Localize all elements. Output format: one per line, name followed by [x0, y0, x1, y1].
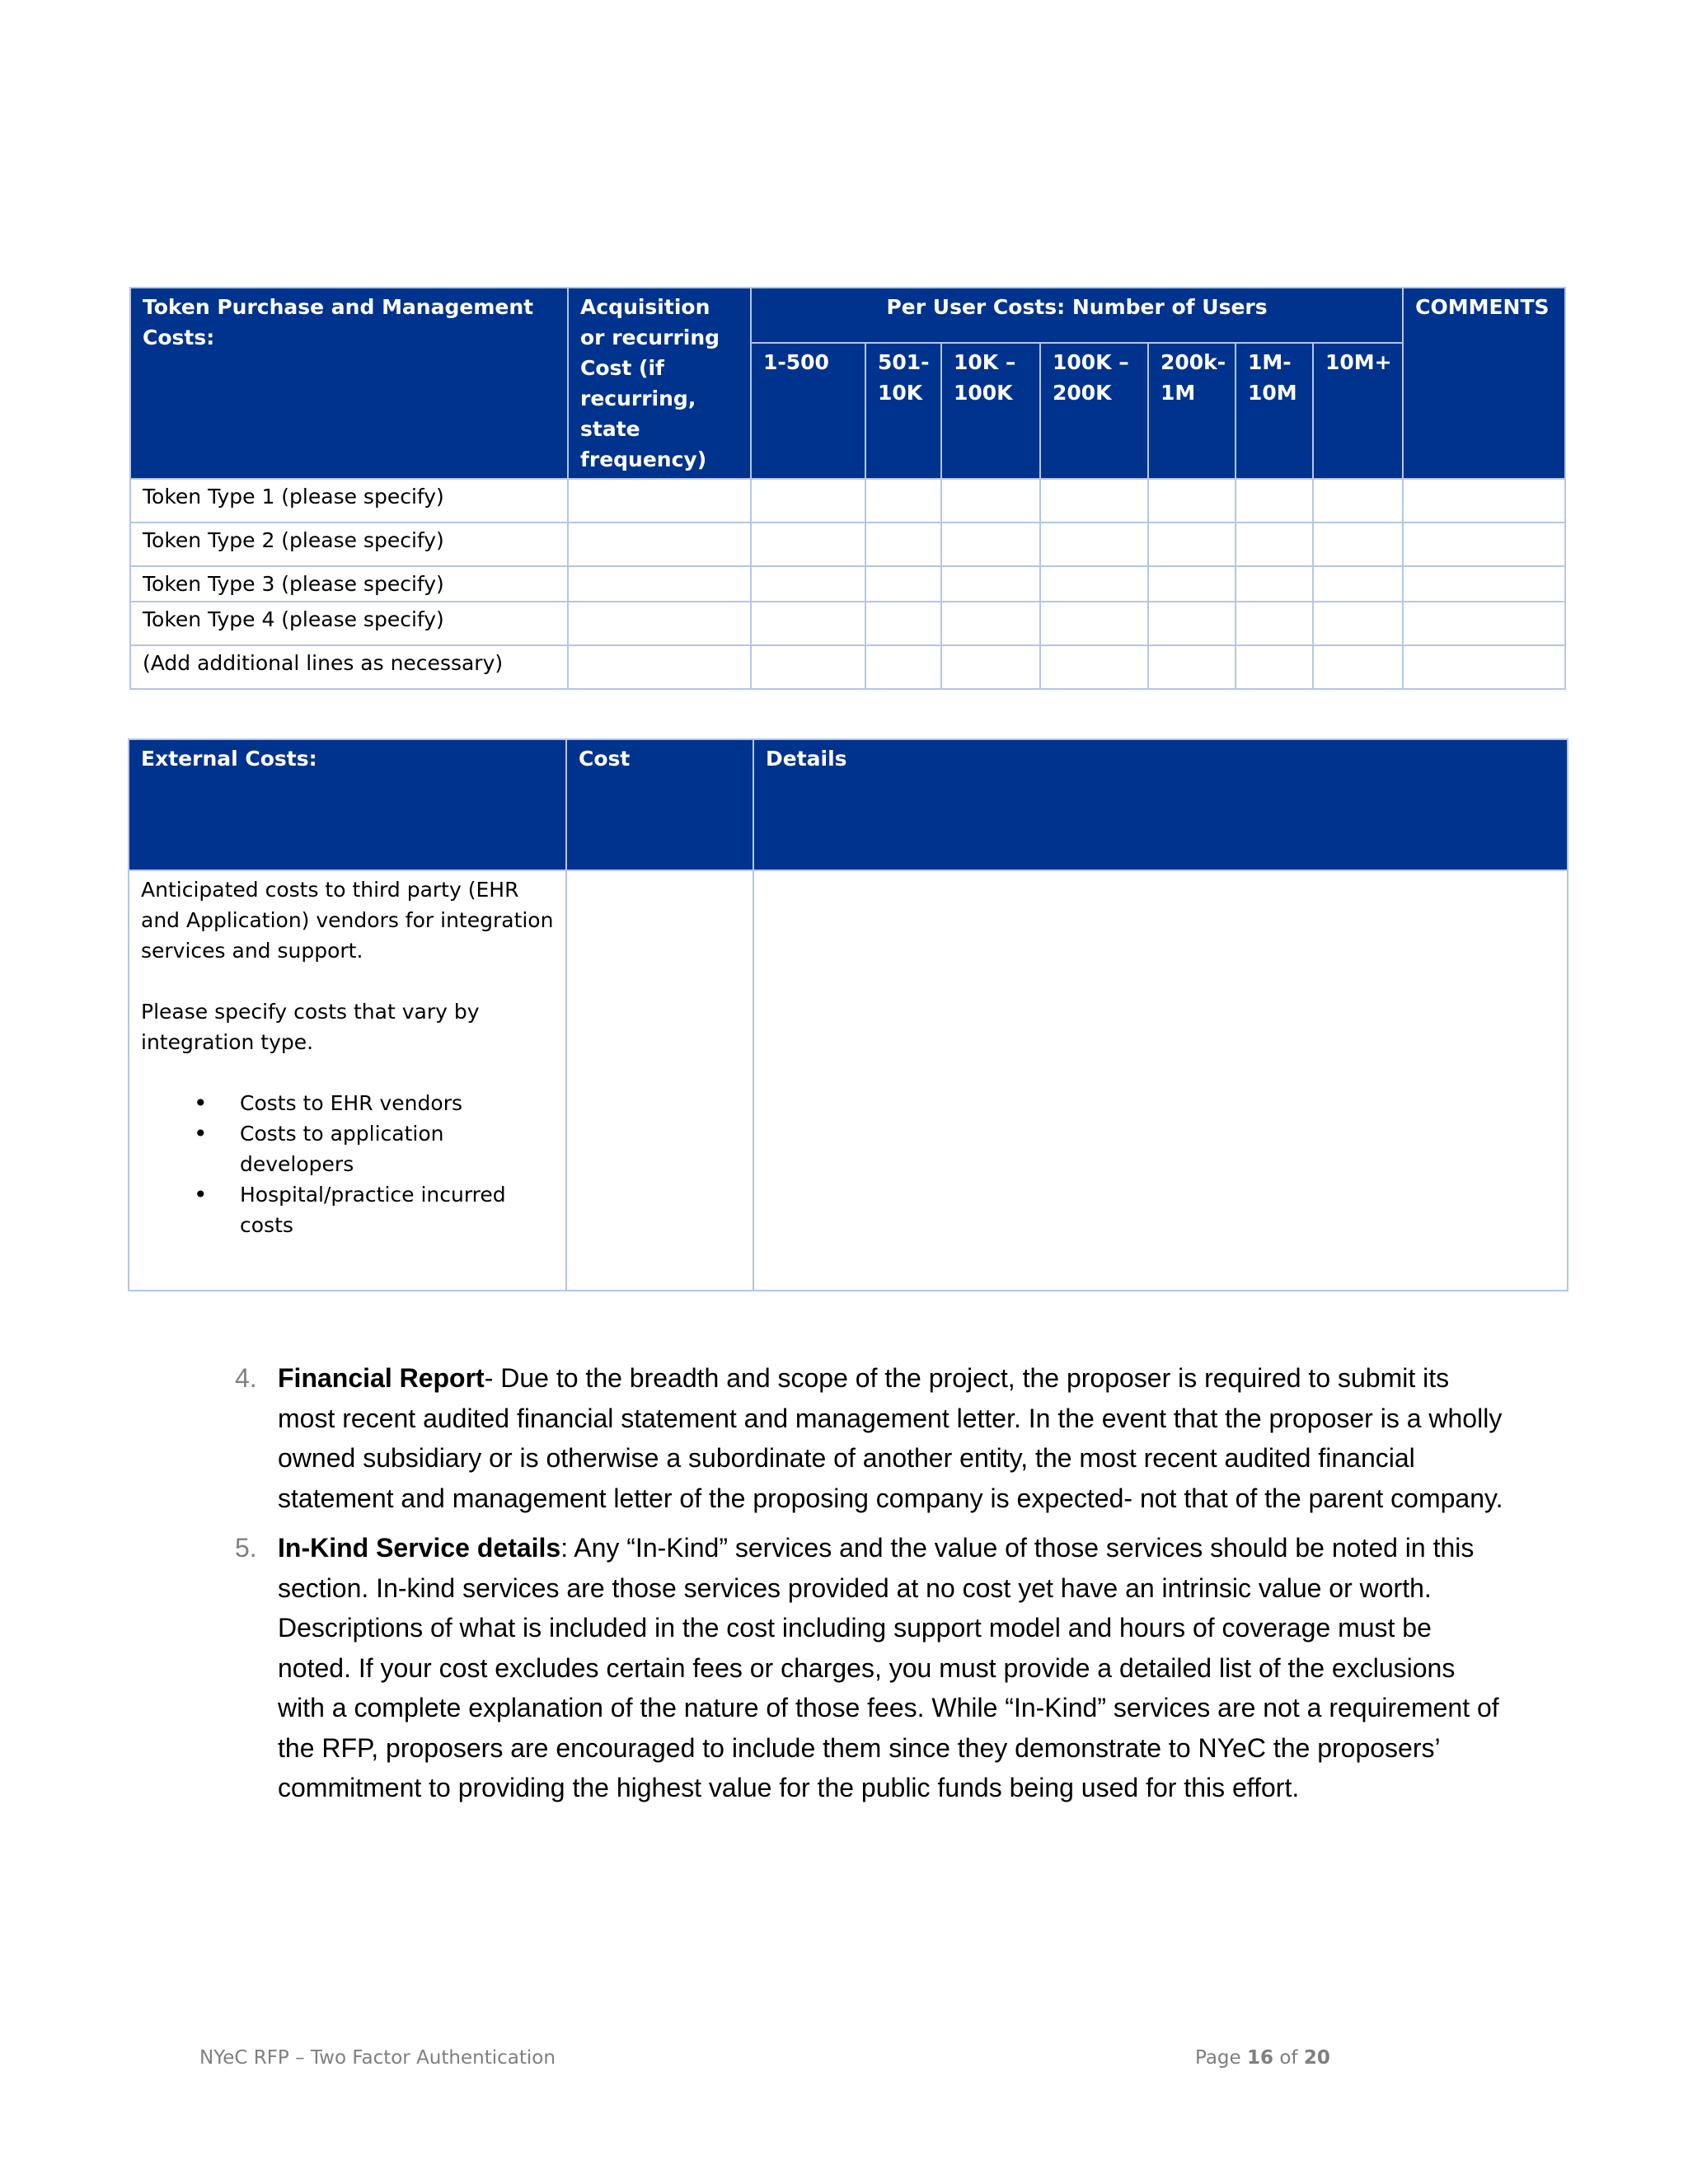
empty-cell [751, 566, 865, 602]
table-row [130, 645, 1565, 689]
empty-cell [865, 566, 941, 602]
empty-cell [1040, 645, 1148, 689]
empty-cell [1236, 479, 1313, 523]
range-header: 501-10K [865, 343, 941, 479]
empty-cell [1148, 479, 1236, 523]
of-label: of [1279, 2047, 1298, 2069]
cost-header: Cost [566, 739, 753, 870]
empty-cell [751, 602, 865, 645]
token-cost-table [129, 287, 1566, 690]
range-header: 200k-1M [1148, 343, 1236, 479]
empty-cell [1313, 566, 1403, 602]
range-header: 10K – 100K [941, 343, 1040, 479]
empty-cell [1313, 645, 1403, 689]
per-user-group-header: Per User Costs: Number of Users [751, 288, 1403, 343]
empty-cell [1236, 602, 1313, 645]
page-current: 16 [1247, 2047, 1274, 2069]
token-col-header: Token Purchase and Management Costs: [130, 288, 568, 479]
description-paragraph: Please specify costs that vary by integration type. [141, 1000, 480, 1054]
empty-cell [1403, 523, 1565, 566]
empty-cell [1313, 523, 1403, 566]
empty-cell [751, 523, 865, 566]
section-separator: : [560, 1533, 569, 1563]
description-paragraph: Anticipated costs to third party (EHR and Application) vendors for integration services and support. [141, 878, 554, 963]
empty-cell [941, 566, 1040, 602]
section-text: Any “In-Kind” services and the value of those services should be noted in this section. In-kind services are those services provided at no cost yet have an intrinsic value or worth. Descriptions of what is included in the cost including support model and hours of coverage must be noted. If your cost excludes certain fees or charges, you must provide a detailed list of the exclusions with a complete explanation of the nature of those fees. While “In-Kind” services are not a requirement of the RFP, proposers are encouraged to include them since they demonstrate to NYeC the proposers’ commitment to providing the highest value for the public funds being used for this effort. [278, 1533, 1499, 1802]
empty-cell [1148, 645, 1236, 689]
details-header: Details [753, 739, 1568, 870]
acquisition-col-header: Acquisition or recurring Cost (if recurring, state frequency) [568, 288, 751, 479]
row-label: Token Type 4 (please specify) [130, 602, 568, 645]
table-row [130, 523, 1565, 566]
empty-cell [1403, 566, 1565, 602]
empty-cell [1040, 523, 1148, 566]
empty-cell [568, 645, 751, 689]
external-costs-table [128, 738, 1568, 1291]
empty-cell [568, 566, 751, 602]
range-header: 1-500 [751, 343, 865, 479]
numbered-sections [235, 1358, 1504, 1818]
section-financial-report [235, 1358, 1504, 1518]
empty-cell [941, 479, 1040, 523]
range-header: 1M-10M [1236, 343, 1313, 479]
empty-cell [568, 479, 751, 523]
section-number: 5. [235, 1533, 257, 1563]
table-row [130, 479, 1565, 523]
empty-cell [1236, 523, 1313, 566]
footer-title: NYeC RFP – Two Factor Authentication [199, 2047, 556, 2069]
empty-cell [751, 645, 865, 689]
row-label: Token Type 1 (please specify) [130, 479, 568, 523]
empty-cell [1040, 566, 1148, 602]
table-row [130, 566, 1565, 602]
empty-cell [1148, 566, 1236, 602]
empty-cell [865, 523, 941, 566]
empty-cell [1403, 602, 1565, 645]
empty-cell [568, 602, 751, 645]
section-in-kind-service [235, 1528, 1504, 1808]
row-label: Token Type 3 (please specify) [130, 566, 568, 602]
section-title: Financial Report [278, 1363, 485, 1393]
section-separator: - [484, 1363, 494, 1393]
empty-cell [566, 870, 753, 1291]
empty-cell [1148, 523, 1236, 566]
section-number: 4. [235, 1363, 257, 1393]
empty-cell [865, 602, 941, 645]
comments-col-header: COMMENTS [1403, 288, 1565, 479]
page-number [1195, 2047, 1330, 2069]
empty-cell [568, 523, 751, 566]
page-label: Page [1195, 2047, 1241, 2069]
empty-cell [941, 523, 1040, 566]
empty-cell [1040, 479, 1148, 523]
empty-cell [1236, 645, 1313, 689]
row-label: Token Type 2 (please specify) [130, 523, 568, 566]
empty-cell [753, 870, 1568, 1291]
empty-cell [1313, 602, 1403, 645]
list-item: • Hospital/practice incurred costs [240, 1179, 554, 1240]
empty-cell [1313, 479, 1403, 523]
external-costs-description [129, 870, 566, 1291]
range-header: 10M+ [1313, 343, 1403, 479]
table-row [129, 870, 1568, 1291]
range-header: 100K – 200K [1040, 343, 1148, 479]
row-label: (Add additional lines as necessary) [130, 645, 568, 689]
empty-cell [865, 645, 941, 689]
empty-cell [1236, 566, 1313, 602]
empty-cell [1403, 645, 1565, 689]
empty-cell [865, 479, 941, 523]
empty-cell [1403, 479, 1565, 523]
empty-cell [751, 479, 865, 523]
list-item: • Costs to EHR vendors [240, 1088, 554, 1118]
empty-cell [941, 602, 1040, 645]
empty-cell [941, 645, 1040, 689]
table-row [130, 602, 1565, 645]
section-text: Due to the breadth and scope of the project, the proposer is required to submit its most recent audited financial statement and management letter. In the event that the proposer is a wholly owned subsidiary or is otherwise a subordinate of another entity, the most recent audited financial statement and management letter of the proposing company is expected- not that of the parent company. [278, 1363, 1503, 1513]
empty-cell [1148, 602, 1236, 645]
empty-cell [1040, 602, 1148, 645]
page-total: 20 [1303, 2047, 1330, 2069]
bullet-list [141, 1088, 554, 1240]
external-costs-header: External Costs: [129, 739, 566, 870]
section-title: In-Kind Service details [278, 1533, 561, 1563]
list-item: • Costs to application developers [240, 1118, 554, 1179]
